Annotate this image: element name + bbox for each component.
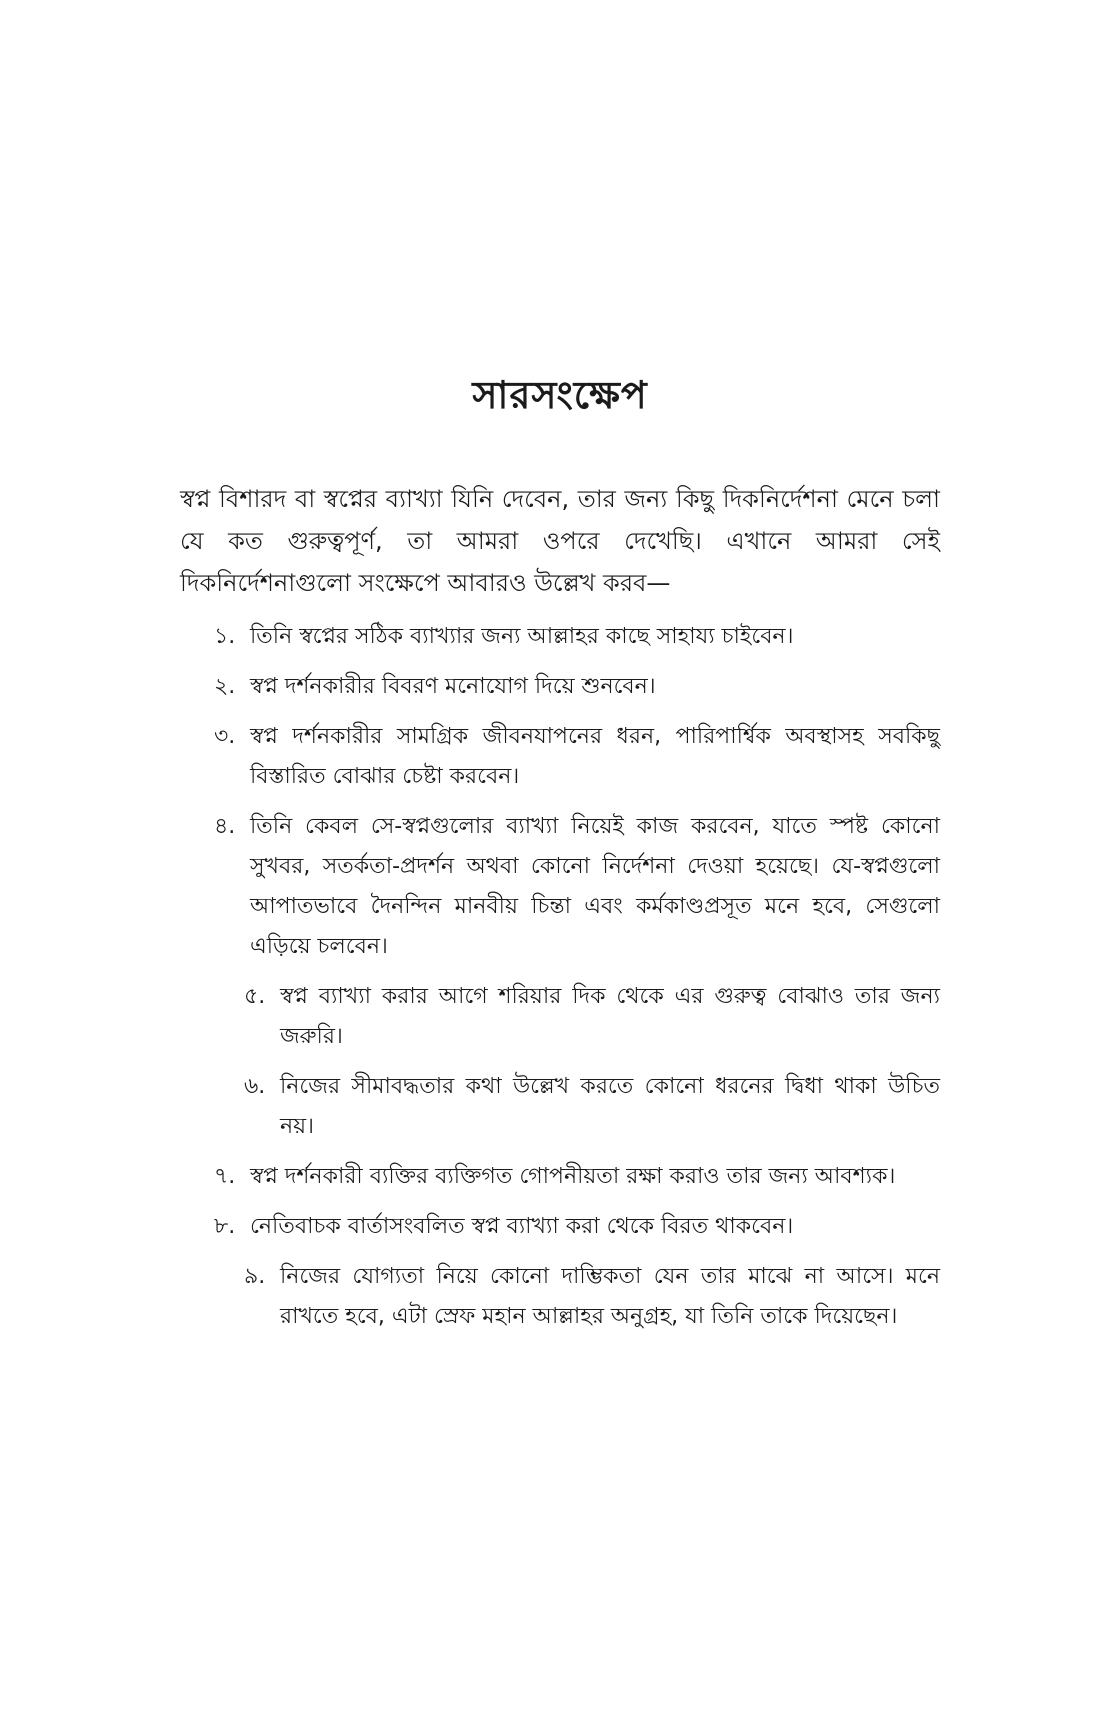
list-item: [214, 807, 940, 967]
list-item: [214, 1157, 940, 1197]
list-item-number: ৬.: [244, 1074, 266, 1099]
list-item-number: ৪.: [214, 814, 236, 839]
list-item: [214, 667, 940, 707]
intro-paragraph: স্বপ্ন বিশারদ বা স্বপ্নের ব্যাখ্যা যিনি দেবেন, তার জন্য কিছু দিকনির্দেশনা মেনে চলা যে কত গুরুত্বপূর্ণ, তা আমরা ওপরে দেখেছি। এখানে আমরা সেই দিকনির্দেশনাগুলো সংক্ষেপে আবারও উল্লেখ করব—: [180, 485, 940, 597]
page-title: সারসংক্ষেপ: [472, 373, 648, 417]
list-item: [214, 1207, 940, 1247]
list-item-text: স্বপ্ন দর্শনকারীর বিবরণ মনোযোগ দিয়ে শুনবেন।: [250, 674, 656, 699]
list-item: [244, 1067, 940, 1147]
list-item-text: স্বপ্ন ব্যাখ্যা করার আগে শরিয়ার দিক থেকে এর গুরুত্ব বোঝাও তার জন্য জরুরি।: [280, 984, 940, 1049]
list-item-number: ১.: [214, 624, 236, 649]
list-item-number: ৮.: [214, 1214, 236, 1239]
list-item-number: ৭.: [214, 1164, 236, 1189]
list-item: [244, 977, 940, 1057]
list-item-number: ৩.: [214, 724, 236, 749]
list-item-number: ৯.: [244, 1264, 266, 1289]
list-item-text: স্বপ্ন দর্শনকারীর সামগ্রিক জীবনযাপনের ধরন, পারিপার্শ্বিক অবস্থাসহ সবকিছু বিস্তারিত বোঝার চেষ্টা করবেন।: [250, 724, 940, 789]
list-item-text: নিজের সীমাবদ্ধতার কথা উল্লেখ করতে কোনো ধরনের দ্বিধা থাকা উচিত নয়।: [280, 1074, 940, 1139]
list-item-text: তিনি স্বপ্নের সঠিক ব্যাখ্যার জন্য আল্লাহর কাছে সাহায্য চাইবেন।: [250, 624, 794, 649]
list-item-text: নিজের যোগ্যতা নিয়ে কোনো দাম্ভিকতা যেন তার মাঝে না আসে। মনে রাখতে হবে, এটা স্রেফ মহান আল্লাহর অনুগ্রহ, যা তিনি তাকে দিয়েছেন।: [280, 1264, 940, 1329]
list-item-number: ৫.: [244, 984, 266, 1009]
list-item-number: ২.: [214, 674, 236, 699]
guideline-list: [214, 617, 940, 1347]
list-item: [244, 1257, 940, 1337]
list-item-text: নেতিবাচক বার্তাসংবলিত স্বপ্ন ব্যাখ্যা করা থেকে বিরত থাকবেন।: [250, 1214, 794, 1239]
list-item-text: স্বপ্ন দর্শনকারী ব্যক্তির ব্যক্তিগত গোপনীয়তা রক্ষা করাও তার জন্য আবশ্যক।: [250, 1164, 896, 1189]
list-item: [214, 717, 940, 797]
list-item: [214, 617, 940, 657]
list-item-text: তিনি কেবল সে-স্বপ্নগুলোর ব্যাখ্যা নিয়েই কাজ করবেন, যাতে স্পষ্ট কোনো সুখবর, সতর্কতা-প্রদর্শন অথবা কোনো নির্দেশনা দেওয়া হয়েছে। যে-স্বপ্নগুলো আপাতভাবে দৈনন্দিন মানবীয় চিন্তা এবং কর্মকাণ্ডপ্রসূত মনে হবে, সেগুলো এড়িয়ে চলবেন।: [250, 814, 940, 959]
